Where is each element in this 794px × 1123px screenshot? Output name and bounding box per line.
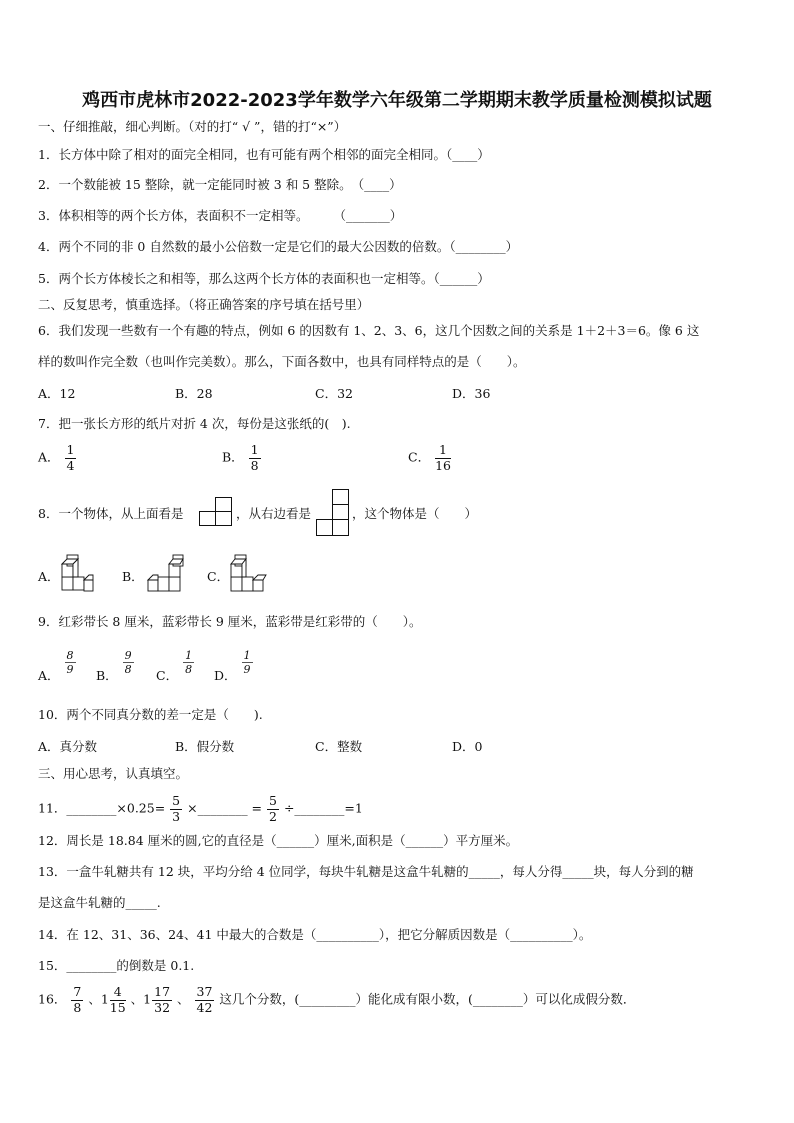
q6-option-d: D．36 (452, 386, 491, 401)
q6-option-b: B．28 (175, 386, 213, 401)
q16-separator-3: 、 (177, 991, 190, 1007)
question-3: 3．体积相等的两个长方体，表面积不一定相等。 （_______） (38, 208, 403, 223)
q9-option-c (156, 650, 195, 685)
q11-fraction-2: $\frac{5}{2}$ (269, 793, 277, 824)
page-title: 鸡西市虎林市2022-2023学年数学六年级第二学期期末教学质量检测模拟试题 (82, 90, 712, 111)
question-6-line-1: 6．我们发现一些数有一个有趣的特点，例如 6 的因数有 1、2、3、6，这几个因数之间的关系是 1＋2＋3＝6。像 6 这 (38, 323, 700, 338)
cube-stack-b-figure (145, 553, 185, 595)
q7-option-a (38, 444, 77, 472)
q7-fraction-a: $\frac{1}{4}$ (66, 442, 75, 473)
q10-option-d: D．0 (452, 739, 483, 754)
q10-option-b: B．假分数 (175, 739, 235, 754)
q11-part-a: 11．________×0.25= (38, 800, 166, 816)
q7-option-b-label: B． (222, 449, 244, 465)
q9-fraction-c: $\frac{1}{8}$ (185, 649, 193, 676)
q7-fraction-b: $\frac{1}{8}$ (250, 442, 259, 473)
section-1-heading: 一、仔细推敲，细心判断。（对的打“ √ ”，错的打“×”） (38, 119, 347, 134)
q11-part-c: ÷________=1 (283, 800, 363, 816)
q9-option-c-label: C． (156, 668, 179, 683)
question-13-line-1: 13．一盒牛轧糖共有 12 块，平均分给 4 位同学，每块牛轧糖是这盒牛轧糖的_____，每人分得_____块，每人分到的糖 (38, 864, 694, 879)
question-7: 7．把一张长方形的纸片对折 4 次，每份是这张纸的( ). (38, 416, 351, 431)
question-6-line-2: 样的数叫作完全数（也叫作完美数）。那么，下面各数中，也具有同样特点的是（ ）。 (38, 354, 526, 369)
q9-fraction-d: $\frac{1}{9}$ (243, 649, 251, 676)
q7-fraction-c: $\frac{1}{16}$ (435, 442, 451, 473)
q10-option-a: A．真分数 (38, 739, 98, 754)
question-9: 9．红彩带长 8 厘米，蓝彩带长 9 厘米，蓝彩带是红彩带的（ ）。 (38, 614, 422, 629)
q9-option-a (38, 650, 77, 685)
q9-option-d-label: D． (214, 668, 237, 683)
question-16 (38, 986, 635, 1014)
cube-stack-a-figure (60, 553, 96, 595)
question-4: 4．两个不同的非 0 自然数的最小公倍数一定是它们的最大公因数的倍数。（________） (38, 239, 519, 254)
q16-fraction-2: $\frac{4}{15}$ (109, 984, 126, 1015)
question-8-part-1: 8．一个物体，从上面看是 (38, 506, 184, 521)
question-8-part-3: ，这个物体是（ ） (352, 506, 478, 521)
question-12: 12．周长是 18.84 厘米的圆,它的直径是（______）厘米,面积是（______）平方厘米。 (38, 833, 519, 848)
q9-option-b (96, 650, 135, 685)
question-1: 1．长方体中除了相对的面完全相同，也有可能有两个相邻的面完全相同。（____） (38, 147, 490, 162)
q6-option-c: C．32 (315, 386, 353, 401)
q7-option-c (408, 444, 452, 472)
cube-stack-c-figure (228, 553, 268, 595)
q16-fraction-4: $\frac{37}{42}$ (196, 984, 213, 1015)
section-3-heading: 三、用心思考，认真填空。 (38, 766, 189, 781)
q7-option-b (222, 444, 262, 472)
right-view-figure (316, 489, 350, 537)
q8-option-c-label: C． (207, 569, 230, 584)
question-13-line-2: 是这盒牛轧糖的_____. (38, 895, 161, 910)
section-2-heading: 二、反复思考，慎重选择。（将正确答案的序号填在括号里） (38, 297, 370, 312)
question-10: 10．两个不同真分数的差一定是（ ). (38, 707, 263, 722)
q8-option-a-label: A． (38, 569, 60, 584)
q16-fraction-3: $\frac{17}{32}$ (154, 984, 171, 1015)
q10-option-c: C．整数 (315, 739, 363, 754)
question-15: 15．________的倒数是 0.1. (38, 958, 195, 973)
q11-part-b: ×________ = (187, 800, 263, 816)
question-8-part-2: ，从右边看是 (236, 506, 312, 521)
question-2: 2．一个数能被 15 整除，就一定能同时被 3 和 5 整除。 （____） (38, 177, 402, 192)
q9-fraction-a: $\frac{8}{9}$ (66, 649, 74, 676)
q11-fraction-1: $\frac{5}{3}$ (172, 793, 181, 824)
q7-option-c-label: C． (408, 449, 431, 465)
q9-option-d (214, 650, 254, 685)
q9-option-b-label: B． (96, 668, 118, 683)
question-5: 5．两个长方体棱长之和相等，那么这两个长方体的表面积也一定相等。（______） (38, 271, 490, 286)
q16-separator-2: 、1 (130, 991, 152, 1007)
q9-option-a-label: A． (38, 668, 60, 683)
q16-tail: 这几个分数，(_________）能化成有限小数，(________）可以化成假分数． (219, 991, 636, 1007)
q16-separator-1: 、1 (88, 991, 109, 1007)
q6-option-a: A．12 (38, 386, 76, 401)
q9-fraction-b: $\frac{9}{8}$ (124, 649, 132, 676)
q8-option-b-label: B． (122, 569, 144, 584)
question-11 (38, 795, 363, 823)
q16-prefix: 16． (38, 991, 67, 1007)
question-14: 14．在 12、31、36、24、41 中最大的合数是（__________），把它分解质因数是（__________）。 (38, 927, 592, 942)
q16-fraction-1: $\frac{7}{8}$ (73, 984, 82, 1015)
q7-option-a-label: A． (38, 449, 60, 465)
top-view-figure (199, 497, 233, 527)
